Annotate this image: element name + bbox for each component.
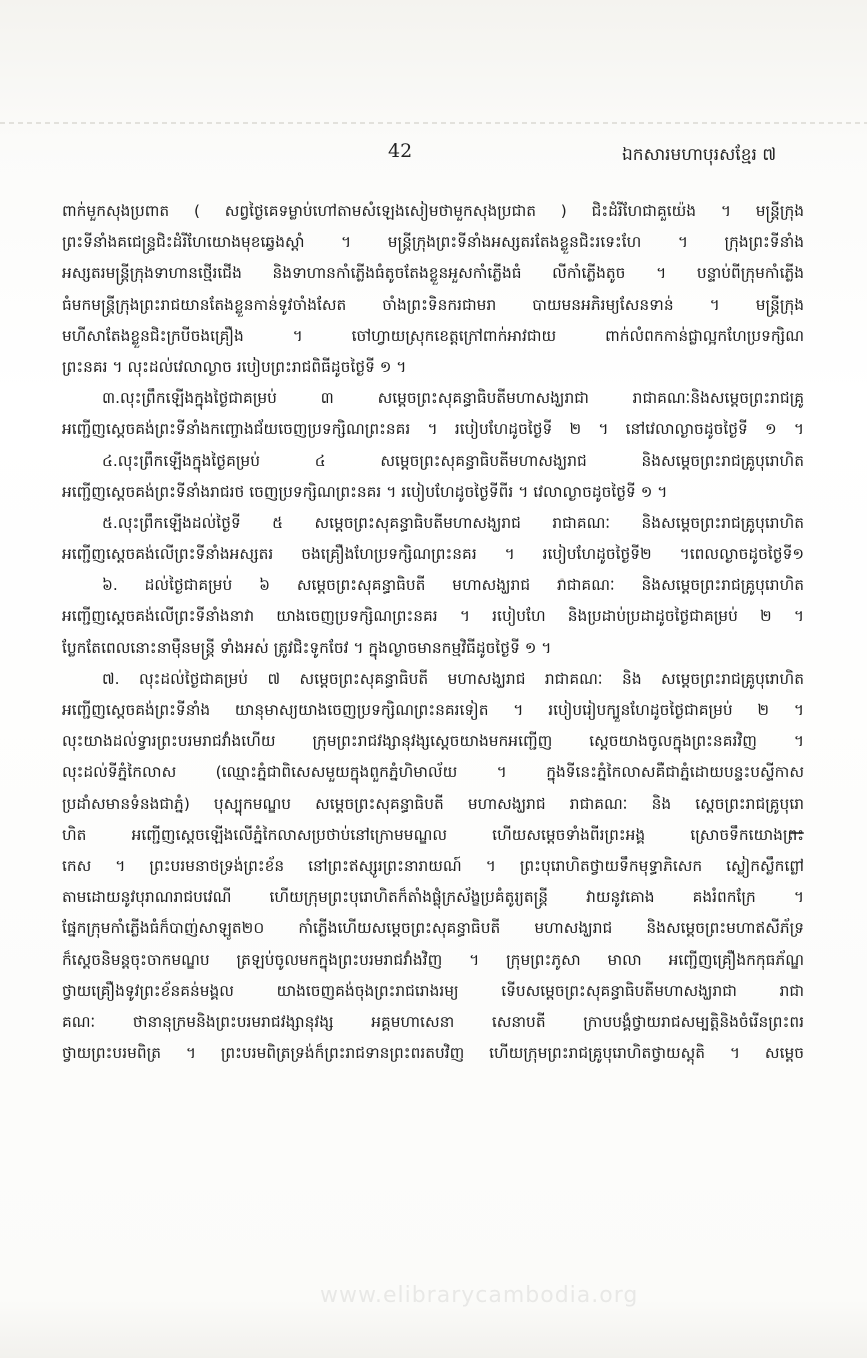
text-line: ក៏ស្តេចនិមន្តចុះចាកមណ្ឌប ត្រឡប់ចូលមកក្នុងព្រះបរមរាជវាំងវិញ ។ ក្រុមព្រះភូសា មាលា អញ្ជើញគ្រឿងកកុធភ័ណ្ឌ	[62, 950, 804, 969]
text-line: មហីសាតែងខ្លួនជិះក្របីចងគ្រឿង ។ ចៅហ្វាយស្រុកខេត្តក្រៅពាក់អាវជាយ ពាក់លំពកកាន់ជ្លាល្អកហែប្រទក្សិណ	[62, 326, 804, 345]
text-line: អញ្ជើញស្តេចគង់ព្រះទីនាំងរាជរថ ចេញប្រទក្សិណព្រះនគរ ។ របៀបហែដូចថ្ងៃទីពីរ ។ វេលាល្ងាចដូចថ្ងៃទី ១ ។	[62, 482, 668, 501]
text-line: ៦. ដល់ថ្ងៃជាគម្រប់ ៦ សម្តេចព្រះសុគន្ធាធិបតី មហាសង្ឃរាជ រាជាគណៈ និងសម្តេចព្រះរាជគ្រូបុរោហិត	[102, 576, 804, 595]
text-line: កេស ។ ព្រះបរមនាថទ្រង់ព្រះខ័ន នៅព្រះឥស្សូរព្រះនារាយណ៍ ។ ព្រះបុរោហិតថ្វាយទឹកមុទ្ធាភិសេក ស្លៀកស្លឹកព្លៅ	[62, 856, 804, 875]
text-line: ព្រះទីនាំងគជេន្ទ្រជិះដំរីហែយោងមុខឆ្វេងស្តាំ ។ មន្ត្រីក្រុងព្រះទីនាំងអស្សតរតែងខ្លួនជិះរទេះហែ ។ ក្រុងព្រះទីនាំង	[62, 233, 804, 252]
text-line: ធំមកមន្ត្រីក្រុងព្រះរាជយានតែងខ្លួនកាន់ទូវចាំងសែត ចាំងព្រះទិនករជាមរា បាយមនអភិរម្យសែនទាន់ ។ មន្ត្រីក្រុង	[62, 295, 804, 314]
text-line: ៣.លុះព្រឹកឡើងក្នុងថ្ងៃជាគម្រប់ ៣ សម្តេចព្រះសុគន្ធាធិបតីមហាសង្ឃរាជា រាជាគណៈនិងសម្តេចព្រះរាជគ្រូ	[102, 389, 804, 408]
text-line: ៤.លុះព្រឹកឡើងក្នុងថ្ងៃគម្រប់ ៤ សម្តេចព្រះសុគន្ធាធិបតីមហាសង្ឃរាជ និងសម្តេចព្រះរាជគ្រូបុរោហិត	[102, 451, 804, 470]
text-line: ពាក់មួកសុងប្រពាត ( សព្វថ្ងៃគេទម្លាប់ហៅតាមសំឡេងសៀមថាមួកសុងប្រជាត ) ជិះដំរីហែជាគួយ៉េង ។ មន្ត្រីក្រុង	[62, 202, 804, 220]
text-line: ប្រដាំសមានទំនងជាភ្នំ) បុស្បុកមណ្ឌប សម្តេចព្រះសុគន្ធាធិបតី មហាសង្ឃរាជ រាជាគណៈ និង ស្តេចព្រះរាជគ្រូបុរោ	[62, 794, 804, 813]
text-line: ៧. លុះដល់ថ្ងៃជាគម្រប់ ៧ សម្តេចព្រះសុគន្ធាធិបតី មហាសង្ឃរាជ រាជាគណៈ និង សម្តេចព្រះរាជគ្រូបុរោហិត	[102, 669, 804, 688]
text-line: ផ្នែកក្រុមកាំភ្លើងធំក៏បាញ់សាឡូត២០ កាំភ្លើងហើយសម្តេចព្រះសុគន្ធាធិបតី មហាសង្ឃរាជ និងសម្តេចព្រះមហាឥសីភ័ទ្រ	[62, 919, 804, 938]
text-line: លុះយាងដល់ទ្វារព្រះបរមរាជវាំងហើយ ក្រុមព្រះរាជវង្សានុវង្សស្តេចយាងមកអញ្ជើញ ស្តេចយាងចូលក្នុងព្រះនគរវិញ ។	[62, 732, 804, 751]
scan-artifact-line	[0, 122, 867, 124]
text-line: តាមដោយនូវបុរាណរាជបវេណី ហើយក្រុមព្រះបុរោហិតក៏តាំងផ្លុំក្រស័ង្ខប្រគំតូរ្យតន្ត្រី វាយនូវគោង គងរំពកក្រែ ។	[62, 888, 804, 907]
running-head: ឯកសារមហាបុរសខ្មែរ ៧	[622, 145, 777, 165]
text-line: ថ្វាយព្រះបរមពិត្រ ។ ព្រះបរមពិត្រទ្រង់ក៏ព្រះរាជទានព្រះពរតបវិញ ហើយក្រុមព្រះរាជគ្រូបុរោហិតថ្វាយស្តុតិ ។ សម្តេច	[62, 1044, 804, 1063]
text-line: អញ្ជើញស្តេចគង់លើព្រះទីនាំងនាវា យាងចេញប្រទក្សិណព្រះនគរ ។ របៀបហែ និងប្រដាប់ប្រដាដូចថ្ងៃជាគម្រប់ ២ ។	[62, 607, 804, 626]
text-line: ប្លែកតែពេលនោះនាម៉ឺនមន្ត្រី ទាំងអស់ ត្រូវជិះទូកចែវ ។ ក្នុងល្ងាចមានកម្មវិធីដូចថ្ងៃទី ១ ។	[62, 638, 552, 657]
text-line: ៥.លុះព្រឹកឡើងដល់ថ្ងៃទី ៥ សម្តេចព្រះសុគន្ធាធិបតីមហាសង្ឃរាជ រាជាគណៈ និងសម្តេចព្រះរាជគ្រូបុរោហិត	[102, 513, 804, 532]
watermark: www.elibrarycambodia.org	[320, 1283, 639, 1308]
text-line: អញ្ជើញស្តេចគង់ព្រះទីនាំង យានុមាស្យយាងចេញប្រទក្សិណព្រះនគរទៀត ។ របៀបរៀបក្បួនហែដូចថ្ងៃជាគម្រប់ ២ ។	[62, 701, 804, 719]
text-line: លុះដល់ទីភ្នំកៃលាស (ឈ្មោះភ្នំជាពិសេសមួយក្នុងពួកភ្នំហិមាល័យ ។ ក្នុងទីនេះភ្នំកៃលាសគឺជាភ្នំដោយបន្ទះបស្ទីកាស	[62, 763, 804, 782]
page-number: 42	[388, 140, 413, 162]
text-line: អញ្ជើញស្តេចគង់លើព្រះទីនាំងអស្សតរ ចងគ្រឿងហែប្រទក្សិណព្រះនគរ ។ របៀបហែដូចថ្ងៃទី២ ។ពេលល្ងាចដូចថ្ងៃទី១	[62, 545, 804, 564]
text-line: ព្រះនគរ ។ លុះដល់វេលាល្ងាច របៀបព្រះរាជពិធីដូចថ្ងៃទី ១ ។	[62, 357, 407, 376]
body-text	[62, 196, 804, 1069]
text-line: អញ្ជើញស្តេចគង់ព្រះទីនាំងកញ្ចោងជ័យចេញប្រទក្សិណព្រះនគរ ។ របៀបហែដូចថ្ងៃទី ២ ។ នៅវេលាល្ងាចដូចថ្ងៃទី ១ ។	[62, 420, 804, 439]
text-line: អស្សតរមន្ត្រីក្រុងទាហានថ្មើរជើង និងទាហានកាំភ្លើងធំតូចតែងខ្លួនអួសកាំភ្លើងធំ លីកាំភ្លើងតូច ។ បន្ទាប់ពីក្រុមកាំភ្លើង	[62, 264, 804, 283]
text-line: ថ្វាយគ្រឿងទូវព្រះខ័នគន់មង្គល យាងចេញគង់ចុងព្រះរាជរោងរម្យ ទើបសម្តេចព្រះសុគន្ធាធិបតីមហាសង្ឃរាជា រាជា	[62, 981, 804, 1000]
text-line: គណៈ ថានានុក្រមនិងព្រះបរមរាជវង្សានុវង្ស អគ្គមហាសេនា សេនាបតី ក្រាបបង្គំថ្វាយរាជសម្បត្តិនិងចំរើនព្រះពរ	[62, 1012, 804, 1031]
text-line: ហិត អញ្ជើញស្តេចឡើងលើភ្នំកៃលាសប្រថាប់នៅក្រោមមណ្ឌល ហើយសម្តេចទាំងពីរព្រះអង្គ ស្រោចទឹកយោងព្រះ	[62, 825, 804, 844]
